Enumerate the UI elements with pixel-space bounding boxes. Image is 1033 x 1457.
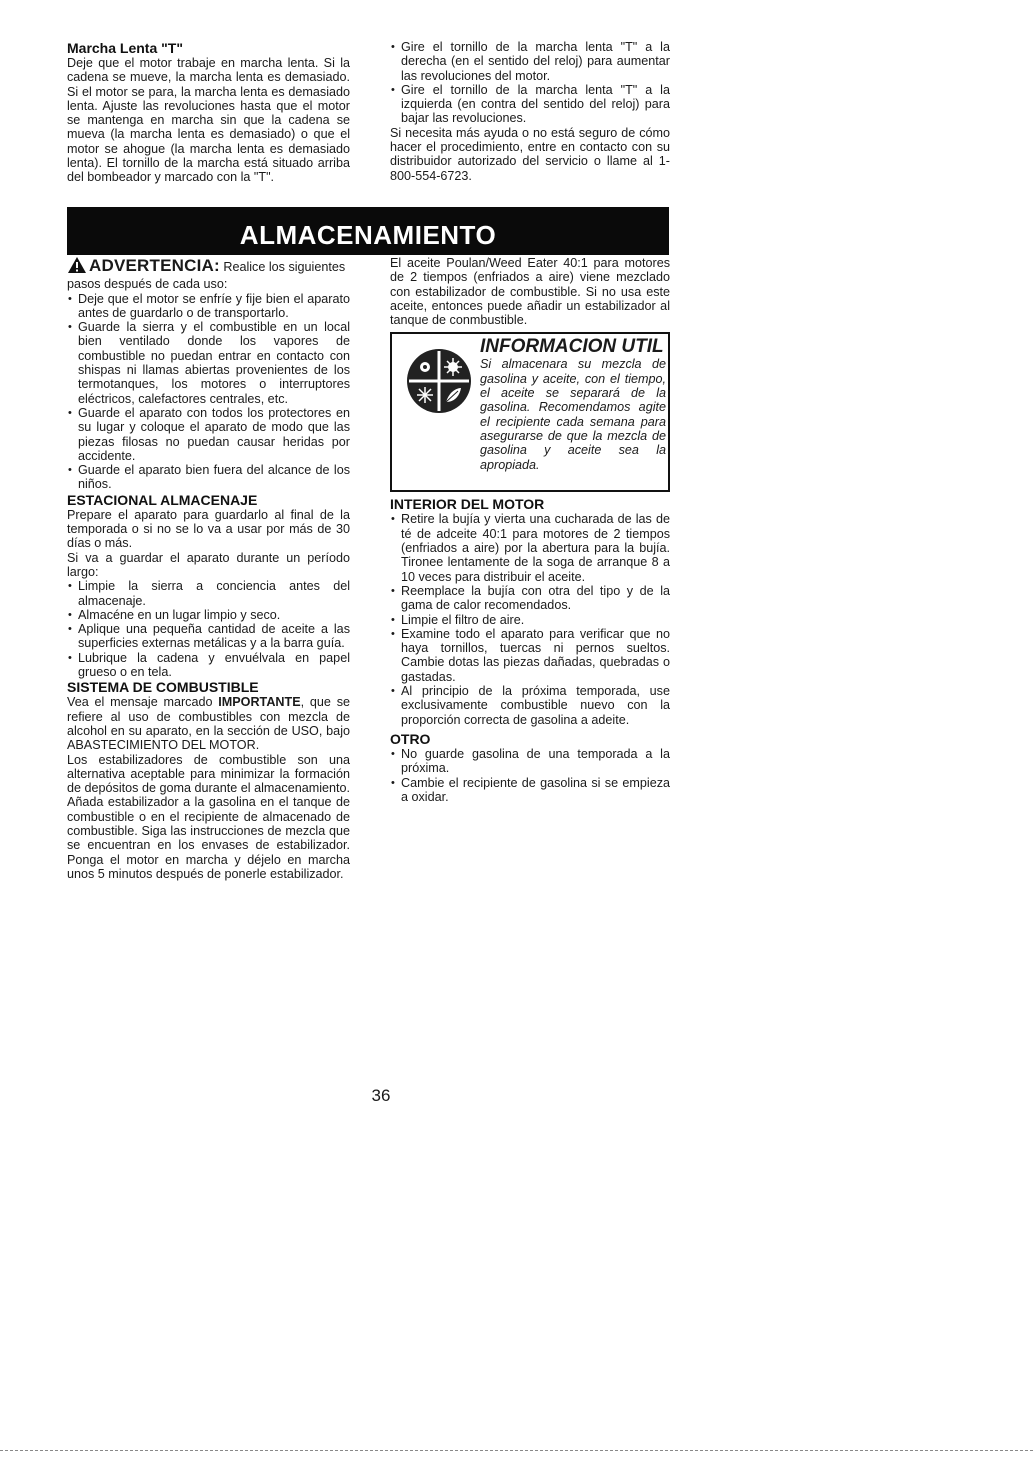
sistema-paragraph-2: Los estabilizadores de combustible son una alternativa aceptable para minimizar la formación de depósitos de goma durante el almacenamiento. Añada estabilizador a la gasolina en el tanque de combustible o en el recipiente de almacenado de combustible. Siga las instrucciones de mezcla que se encuentran en los envases de estabilizador. Ponga el motor en marcha y déjelo en marcha unos 5 minutos después de ponerle estabilizador. (67, 752, 350, 881)
page-number: 36 (371, 1086, 391, 1105)
advertencia-intro: Realice los siguientes pasos después de cada uso: (67, 260, 346, 292)
list-item: • Limpie el filtro de aire. (390, 613, 670, 627)
list-item: • No guarde gasolina de una temporada a la próxima. (390, 747, 670, 776)
marcha-lenta-body: Deje que el motor trabaje en marcha lenta. Si la cadena se mueve, la marcha lenta es demasiado. Si el motor se para, la marcha lenta es demasiado lenta. Ajuste las revoluciones hasta que el motor se mantenga en marcha sin que la cadena se mueva (la marcha lenta es demasiado) o que el motor se ahogue (la marcha lenta es demasiado lenta). El tornillo de la marcha está situado arriba del bombeador y marcado con la "T". (67, 56, 350, 185)
aceite-paragraph: El aceite Poulan/Weed Eater 40:1 para motores de 2 tiempos (enfriados a aire) viene mezclado con estabilizador de combustible. Si no usa este aceite, entonces puede añadir un estabilizador al tanque de conmbustible. (390, 256, 670, 328)
warning-triangle-icon (67, 256, 87, 277)
sistema-text: , que se refiere al uso de combustibles con mezcla de alcohol en su aparato, en la sección de USO, bajo ABASTECIMIENTO DEL MOTOR. (67, 695, 350, 753)
advertencia-block (67, 256, 350, 292)
sistema-text: Vea el mensaje marcado (67, 695, 219, 710)
list-item: • Reemplace la bujía con otra del tipo y de la gama de calor recomendados. (390, 584, 670, 613)
sistema-paragraph-1 (67, 695, 350, 752)
marcha-lenta-section (67, 40, 350, 185)
marcha-lenta-bullet-list (390, 40, 670, 126)
list-item: • Al principio de la próxima temporada, use exclusivamente combustible nuevo con la proporción correcta de gasolina a adeite. (390, 684, 670, 727)
list-item: • Guarde el aparato con todos los protectores en su lugar y coloque el aparato de modo que las piezas filosas no puedan causar heridas por accidente. (67, 406, 350, 463)
otro-heading: OTRO (390, 730, 431, 747)
estacional-paragraph-2: Si va a guardar el aparato durante un período largo: (67, 550, 350, 579)
list-item: • Cambie el recipiente de gasolina si se empieza a oxidar. (390, 776, 670, 805)
list-item: • Gire el tornillo de la marcha lenta "T" a la izquierda (en contra del sentido del reloj) para bajar las revoluciones. (390, 83, 670, 126)
informacion-util-body: Si almacenara su mezcla de gasolina y aceite, con el tiempo, el aceite se separará de la gasolina. Recomendamos agite el recipiente cada semana para asegurarse de que la mezcla de gasolina y aceite sea la apropiada. (480, 357, 666, 472)
help-contact-text: Si necesita más ayuda o no está seguro de cómo hacer el procedimiento, entre en contacto con su distribuidor autorizado del servicio o llame al 1-800-554-6723. (390, 125, 670, 183)
estacional-bullet-list (67, 579, 350, 679)
right-column (390, 256, 670, 804)
estacional-paragraph-1: Prepare el aparato para guardarlo al final de la temporada o si no se lo va a usar por más de 30 días o más. (67, 507, 350, 551)
importante-label: IMPORTANTE (218, 695, 301, 710)
interior-heading: INTERIOR DEL MOTOR (390, 496, 545, 513)
list-item: • Gire el tornillo de la marcha lenta "T" a la derecha (en el sentido del reloj) para aumentar las revoluciones del motor. (390, 40, 670, 83)
left-column (67, 256, 350, 881)
informacion-util-title: INFORMACION UTIL (480, 336, 664, 358)
list-item: • Aplique una pequeña cantidad de aceite a las superficies externas metálicas y a la barra guía. (67, 622, 350, 651)
advertencia-title: ADVERTENCIA: (89, 256, 220, 275)
list-item: • Deje que el motor se enfríe y fije bien el aparato antes de guardarlo o de transportarlo. (67, 292, 350, 321)
sistema-heading: SISTEMA DE COMBUSTIBLE (67, 679, 259, 696)
estacional-heading: ESTACIONAL ALMACENAJE (67, 491, 258, 508)
marcha-lenta-continued (390, 40, 670, 183)
four-seasons-icon (406, 348, 472, 417)
list-item: • Guarde el aparato bien fuera del alcance de los niños. (67, 463, 350, 492)
almacenamiento-banner: ALMACENAMIENTO (67, 207, 669, 255)
list-item: • Lubrique la cadena y envuélvala en papel grueso o en tela. (67, 651, 350, 680)
advertencia-bullet-list (67, 292, 350, 492)
list-item: • Guarde la sierra y el combustible en un local bien ventilado donde los vapores de combustible no puedan entrar en contacto con shispas ni llamas abiertas provenientes de los termotanques, los motores o interruptores eléctricos, calefactores centrales, etc. (67, 320, 350, 406)
list-item: • Retire la bujía y vierta una cucharada de las de té de adceite 40:1 para motores de 2 tiempos (enfriados a aire) por la abertura para la bujía. Tironee lentamente de la soga de arranque 8 a 10 veces para distribuir el aceite. (390, 512, 670, 583)
page-bottom-rule (0, 1450, 1033, 1451)
interior-bullet-list (390, 512, 670, 726)
informacion-util-box (390, 332, 670, 492)
list-item: • Examine todo el aparato para verificar que no haya tornillos, tuercas ni pernos sueltos. Cambie dotas las piezas dañadas, quebradas o gastadas. (390, 627, 670, 684)
list-item: • Limpie la sierra a conciencia antes del almacenaje. (67, 579, 350, 608)
otro-bullet-list (390, 747, 670, 804)
marcha-lenta-heading: Marcha Lenta "T" (67, 40, 183, 56)
list-item: • Almacéne en un lugar limpio y seco. (67, 608, 350, 622)
